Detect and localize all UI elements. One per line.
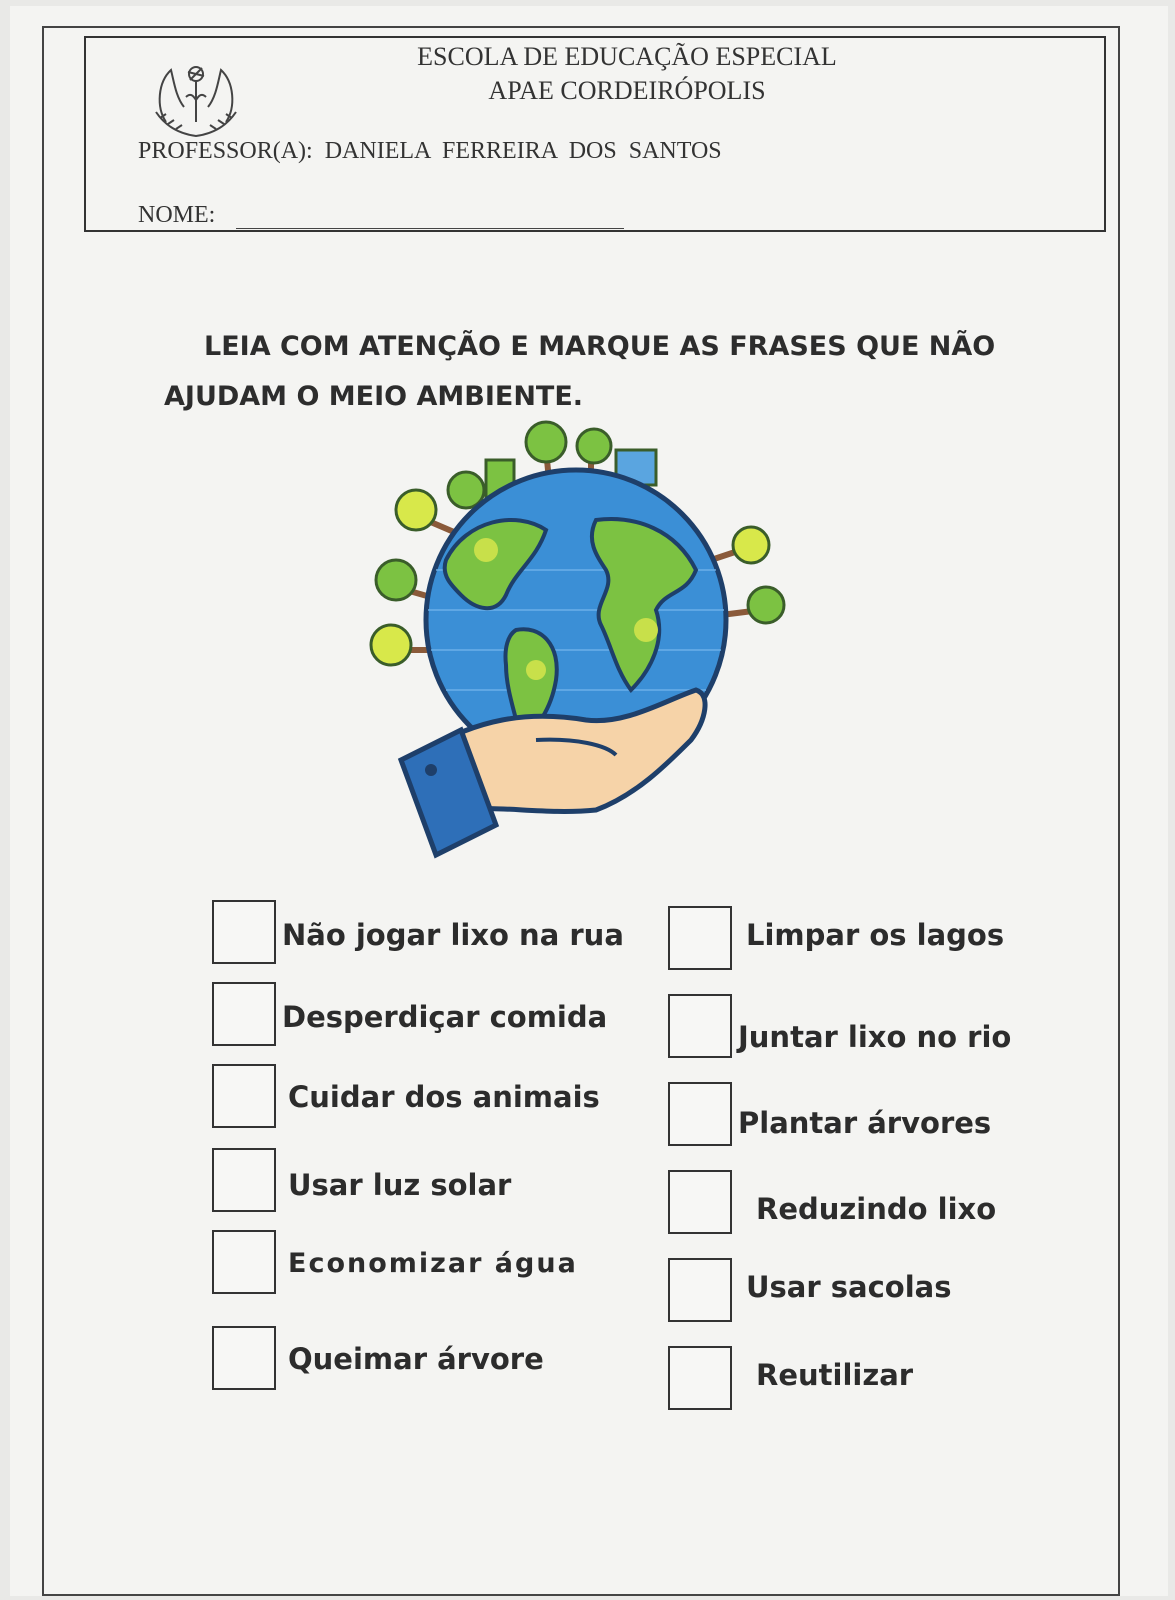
option-label: Não jogar lixo na rua [282,918,624,952]
option-label: Usar sacolas [746,1270,952,1304]
checkbox[interactable] [212,1064,276,1128]
checkbox[interactable] [212,1148,276,1212]
name-label: NOME: [138,202,216,228]
option-label: Reduzindo lixo [756,1192,997,1226]
option-label: Juntar lixo no rio [738,1020,1012,1054]
option-label: Usar luz solar [288,1168,512,1202]
earth-in-hand-icon [366,420,786,860]
checkbox[interactable] [668,1258,732,1322]
checkbox[interactable] [668,994,732,1058]
instruction-text: LEIA COM ATENÇÃO E MARQUE AS FRASES QUE NÃO AJUDAM O MEIO AMBIENTE. [164,331,996,412]
header-box [84,36,1106,232]
checkbox[interactable] [212,900,276,964]
name-field[interactable] [236,228,624,229]
option-label: Plantar árvores [738,1106,992,1140]
checkbox[interactable] [212,982,276,1046]
school-city: APAE CORDEIRÓPOLIS [488,76,766,105]
option-label: Cuidar dos animais [288,1080,600,1114]
checkbox[interactable] [212,1326,276,1390]
checkbox[interactable] [668,1082,732,1146]
checkbox[interactable] [668,906,732,970]
option-label: Desperdiçar comida [282,1000,608,1034]
option-label: Reutilizar [756,1358,914,1392]
option-label: Economizar água [288,1248,578,1279]
checkbox[interactable] [212,1230,276,1294]
teacher-line: PROFESSOR(A): DANIELA FERREIRA DOS SANTOS [138,138,722,164]
checkbox[interactable] [668,1170,732,1234]
checkbox[interactable] [668,1346,732,1410]
option-label: Limpar os lagos [746,918,1005,952]
option-label: Queimar árvore [288,1342,544,1376]
school-name: ESCOLA DE EDUCAÇÃO ESPECIAL [417,42,837,71]
